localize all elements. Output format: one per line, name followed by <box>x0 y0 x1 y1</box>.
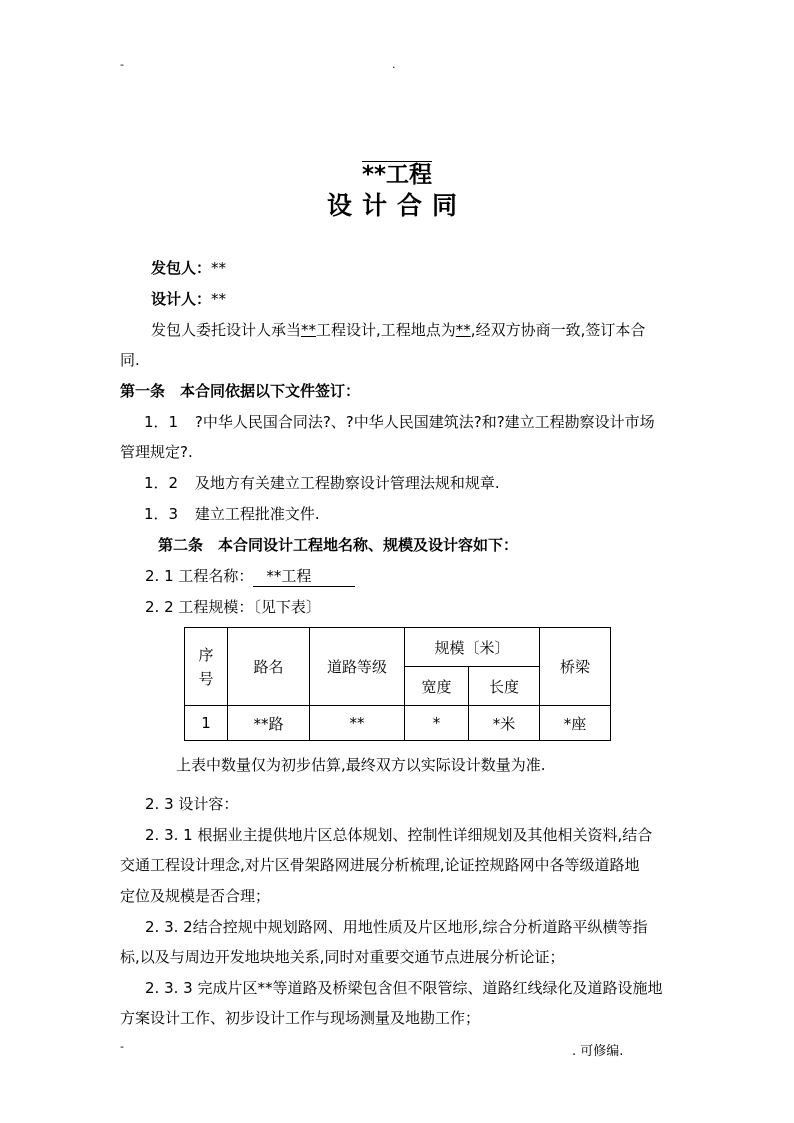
design-content-label: 2. 3 设计容： <box>145 795 239 813</box>
intro-text-c: 工程设计,工程地点为 <box>316 321 456 339</box>
contract-title: 设计合同 <box>326 191 467 220</box>
th-bridge: 桥梁 <box>540 628 611 706</box>
project-name-label: 2. 1 工程名称： <box>145 567 254 585</box>
intro-text-e: ,经双方协商一致,签订本合 <box>470 321 646 339</box>
article1-item1-cont: 管理规定?. <box>120 443 193 461</box>
content-1-c: 定位及规模是否合理； <box>120 887 271 905</box>
article1-item1-text: ?中华人民国合同法?、?中华人民国建筑法?和?建立工程勘察设计市场 <box>194 413 655 431</box>
td-bridge: *座 <box>540 706 611 741</box>
footer-left-mark: - <box>120 1040 124 1053</box>
designer-label: 设计人： <box>151 290 212 308</box>
content-3-a: 2. 3. 3 完成片区**等道路及桥梁包含但不限管综、道路红线绿化及道路设施地 <box>145 979 663 997</box>
content-2-b: 标,以及与周边开发地块地关系,同时对重要交通节点进展分析论证； <box>120 948 565 966</box>
intro-line-1 <box>151 320 645 340</box>
intro-line-2: 同. <box>120 351 140 369</box>
table-note: 上表中数量仅为初步估算,最终双方以实际设计数量为准. <box>176 756 546 774</box>
td-grade: ** <box>310 706 405 741</box>
project-title-text: **工程 <box>361 162 433 188</box>
issuer-value: ** <box>211 259 227 277</box>
td-length: *米 <box>469 706 540 741</box>
th-scale: 规模〔米〕 <box>405 628 540 667</box>
td-width: * <box>405 706 469 741</box>
intro-text-d: ** <box>455 321 471 339</box>
content-1-a: 2. 3. 1 根据业主提供地片区总体规划、控制性详细规划及其他相关资料,结合 <box>145 826 653 844</box>
designer-value: ** <box>211 290 227 308</box>
project-title <box>0 156 794 189</box>
issuer-label: 发包人： <box>151 259 212 277</box>
article1-item1-num: 1．1 <box>144 413 179 431</box>
project-name-value: **工程 <box>253 566 355 587</box>
article2-heading: 第二条 本合同设计工程地名称、规模及设计容如下： <box>158 536 519 554</box>
content-3-b: 方案设计工作、初步设计工作与现场测量及地勘工作； <box>120 1009 481 1027</box>
td-road: **路 <box>228 706 310 741</box>
article1-item3-num: 1．3 <box>144 505 179 523</box>
content-2-a: 2. 3. 2结合控规中规划路网、用地性质及片区地形,综合分析道路平纵横等指 <box>145 918 648 936</box>
content-1-b: 交通工程设计理念,对片区骨架路网进展分析梳理,论证控规路网中各等级道路地 <box>120 856 640 874</box>
article1-item2 <box>144 473 500 493</box>
project-scale-label: 2. 2 工程规模：〔见下表〕 <box>145 598 321 616</box>
th-width: 宽度 <box>405 667 469 706</box>
th-seq <box>185 628 228 706</box>
intro-text-b: ** <box>301 321 317 339</box>
th-length: 长度 <box>469 667 540 706</box>
td-seq: 1 <box>185 706 228 741</box>
table-row <box>185 706 611 741</box>
scale-table <box>184 627 611 741</box>
th-seq-a: 序 <box>198 645 214 664</box>
article1-heading: 第一条 本合同依据以下文件签订： <box>120 382 361 400</box>
article1-item2-text: 及地方有关建立工程勘察设计管理法规和规章. <box>194 474 500 492</box>
footer-editable-note: . 可修编. <box>572 1044 624 1059</box>
header-right-mark: . <box>392 58 396 71</box>
article1-item3 <box>144 504 320 524</box>
intro-text-a: 发包人委托设计人承当 <box>151 321 302 339</box>
issuer-line <box>151 258 226 278</box>
th-road: 路名 <box>228 628 310 706</box>
project-name-line <box>145 566 355 587</box>
th-seq-b: 号 <box>198 669 214 688</box>
article1-item2-num: 1．2 <box>144 474 179 492</box>
article1-item1 <box>144 412 655 432</box>
designer-line <box>151 289 226 309</box>
article1-item3-text: 建立工程批准文件. <box>194 505 320 523</box>
header-left-mark: - <box>120 58 124 71</box>
th-grade: 道路等级 <box>310 628 405 706</box>
